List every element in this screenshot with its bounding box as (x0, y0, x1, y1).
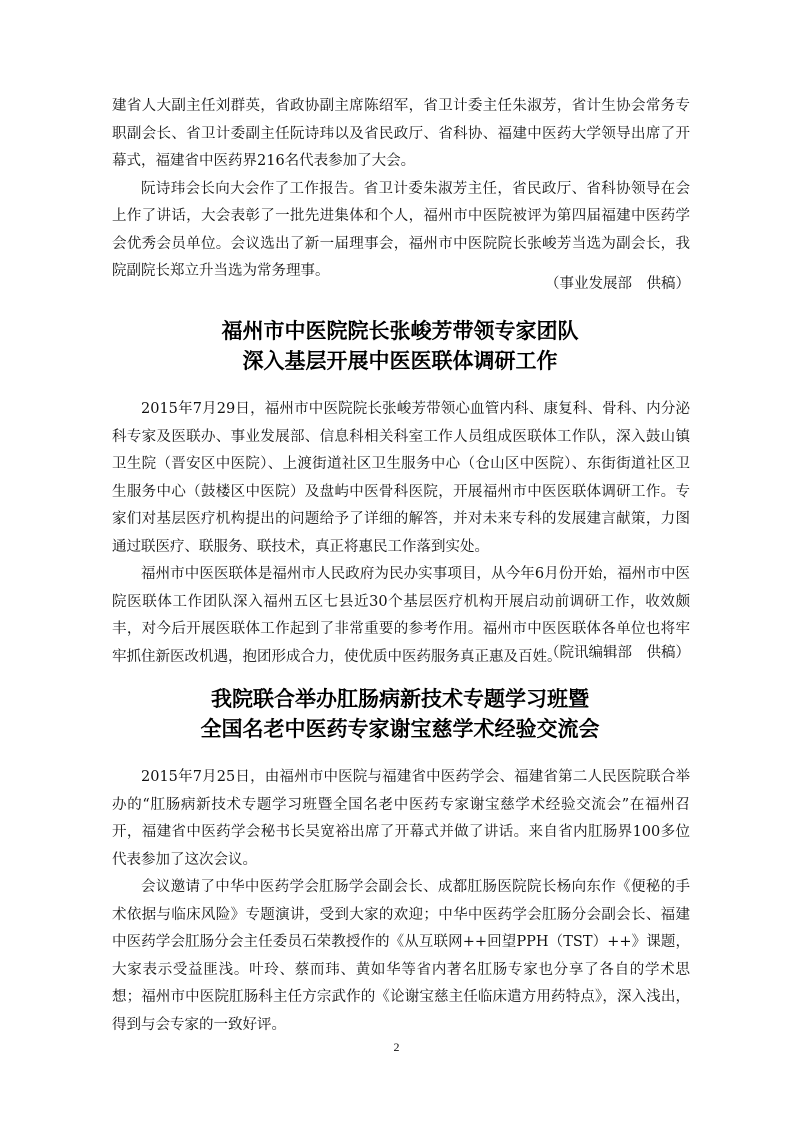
page-number: 2 (393, 1040, 400, 1054)
article-body (112, 396, 690, 671)
paragraph: 2015年7月25日，由福州市中医院与福建省中医药学会、福建省第二人民医院联合举办的“肛肠病新技术专题学习班暨全国名老中医药专家谢宝慈学术经验交流会”在福州召开，福建省中医药学会秘书长吴宽裕出席了开幕式并做了讲话。来自省内肛肠界100多位代表参加了这次会议。 (112, 769, 690, 868)
paragraph: 建省人大副主任刘群英，省政协副主席陈绍军，省卫计委主任朱淑芳，省计生协会常务专职副会长、省卫计委副主任阮诗玮以及省民政厅、省科协、福建中医药大学领导出席了开幕式，福建省中医药界216名代表参加了大会。 (112, 98, 690, 169)
article-credit: （事业发展部 供稿） (545, 276, 690, 292)
article-title-line: 福州市中医院院长张峻芳带领专家团队 (221, 319, 579, 343)
paragraph: 2015年7月29日，福州市中医院院长张峻芳带领心血管内科、康复科、骨科、内分泌科专家及医联办、事业发展部、信息科相关科室工作人员组成医联体工作队，深入鼓山镇卫生院（晋安区中医院）、上渡街道社区卫生服务中心（仓山区中医院）、东街街道社区卫生服务中心（鼓楼区中医院）及盘屿中医骨科医院，开展福州市中医医联体调研工作。专家们对基层医疗机构提出的问题给予了详细的解答，并对未来专科的发展建言献策，力图通过联医疗、联服务、联技术，真正将惠民工作落到实处。 (112, 401, 690, 555)
article-credit: （院讯编辑部 供稿） (545, 645, 690, 661)
paragraph: 会议邀请了中华中医药学会肛肠学会副会长、成都肛肠医院院长杨向东作《便秘的手术依据与临床风险》专题演讲，受到大家的欢迎；中华中医药学会肛肠分会副会长、福建中医药学会肛肠分会主任委员石荣教授作的《从互联网++回望PPH（TST）++》课题，大家表示受益匪浅。叶玲、蔡而玮、黄如华等省内著名肛肠专家也分享了各自的学术思想；福州市中医院肛肠科主任方宗武作的《论谢宝慈主任临床遣方用药特点》，深入浅出，得到与会专家的一致好评。 (112, 879, 690, 1033)
article-title-line: 深入基层开展中医医联体调研工作 (242, 349, 558, 373)
article-continued-body (112, 93, 690, 286)
article-title-line: 我院联合举办肛肠病新技术专题学习班暨 (211, 687, 589, 711)
paragraph: 福州市中医医联体是福州市人民政府为民办实事项目，从今年6月份开始，福州市中医院医联体工作团队深入福州五区七县近30个基层医疗机构开展启动前调研工作，收效颇丰，对今后开展医联体工作起到了非常重要的参考作用。福州市中医医联体各单位也将牢牢抓住新医改机遇，抱团形成合力，使优质中医药服务真正惠及百姓。 (112, 566, 690, 665)
paragraph: 阮诗玮会长向大会作了工作报告。省卫计委朱淑芳主任，省民政厅、省科协领导在会上作了讲话，大会表彰了一批先进集体和个人，福州市中医院被评为第四届福建中医药学会优秀会员单位。会议选出了新一届理事会，福州市中医院院长张峻芳当选为副会长，我院副院长郑立升当选为常务理事。 (112, 180, 690, 279)
article-body (112, 764, 690, 1039)
article-title (100, 684, 700, 744)
article-title-line: 全国名老中医药专家谢宝慈学术经验交流会 (200, 717, 600, 741)
article-title (100, 316, 700, 376)
